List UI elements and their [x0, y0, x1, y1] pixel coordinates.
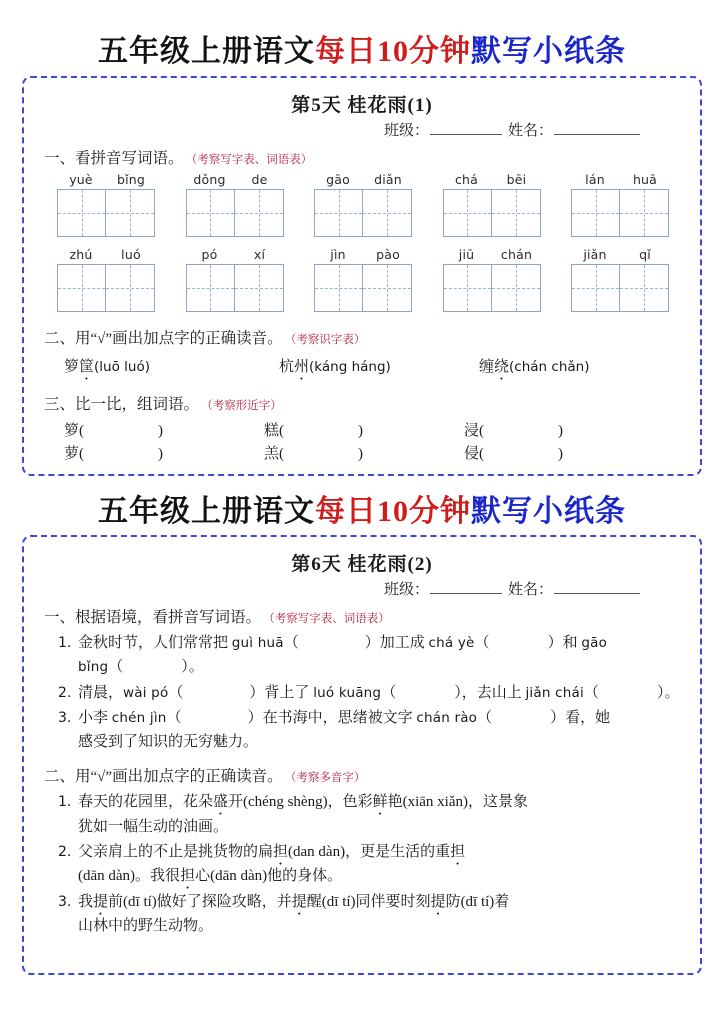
pinyin-syllable-1: jìn — [330, 247, 346, 262]
sentence-part: 我 — [78, 893, 94, 910]
pinyin-syllable-1: dǒng — [193, 172, 226, 187]
sentence-part: 清晨， — [78, 684, 124, 701]
paren-open: （ — [477, 709, 493, 726]
pinyin-syllable-2: diǎn — [374, 172, 402, 187]
student-info-row-day6 — [38, 578, 686, 599]
sentence-part: ）看，她 — [550, 709, 611, 726]
sentence-part[interactable]: 艳(xiān xiǎn)，这景象 — [387, 794, 529, 811]
dotted-char: 担 — [450, 844, 466, 861]
tianzige-pair[interactable] — [571, 264, 669, 312]
tianzige-box[interactable] — [187, 190, 235, 236]
worksheet-card-day5 — [22, 76, 702, 476]
paren-open: （ — [166, 709, 182, 726]
tianzige-box[interactable] — [363, 265, 411, 311]
paren-close: ）。 — [656, 684, 680, 701]
pinyin-inline: bǐng — [78, 659, 109, 676]
item-number: 2. — [58, 844, 72, 861]
pinyin-pair — [570, 247, 670, 262]
banner-title-2 — [0, 476, 724, 535]
tianzige-box[interactable] — [620, 265, 668, 311]
item-text — [78, 840, 686, 889]
section-note-day6-2: （考察多音字） — [290, 772, 366, 785]
item-text-line2 — [78, 864, 686, 888]
compare-char: 糕 — [264, 423, 280, 439]
paren-close: ) — [158, 423, 164, 439]
paren-open: ( — [479, 423, 485, 439]
compare-cell[interactable] — [464, 443, 664, 466]
paren-close: ) — [558, 446, 564, 463]
list-item — [58, 840, 686, 889]
pinyin-syllable-2: xí — [253, 247, 266, 262]
list-item — [58, 890, 686, 939]
compare-cell[interactable] — [464, 420, 664, 443]
pinyin-inline: chá yè — [428, 635, 475, 651]
paren-open: （ — [283, 635, 299, 651]
compare-char: 浸 — [464, 423, 480, 439]
pinyin-syllable-2: luó — [121, 247, 141, 262]
name-label-day5: 姓名： — [507, 123, 553, 139]
banner-blue-segment: 默写小纸条 — [471, 35, 626, 68]
paren-open: （ — [108, 659, 124, 676]
tianzige-box[interactable] — [492, 190, 540, 236]
pinyin-syllable-1: lán — [585, 172, 605, 187]
paren-close: ) — [558, 423, 564, 439]
pinyin-pair — [185, 172, 285, 187]
checkmark-symbol: “√” — [90, 769, 113, 786]
tianzige-pair[interactable] — [186, 189, 284, 237]
word-cell[interactable] — [56, 172, 156, 237]
choice-item[interactable] — [479, 355, 589, 376]
compare-row — [64, 420, 686, 443]
tianzige-box[interactable] — [58, 190, 106, 236]
tianzige-box[interactable] — [620, 190, 668, 236]
tianzige-box[interactable] — [58, 265, 106, 311]
banner-title-1 — [0, 0, 724, 76]
word-cell[interactable] — [313, 247, 413, 312]
tianzige-box[interactable] — [315, 190, 363, 236]
word-cell[interactable] — [56, 247, 156, 312]
compare-cell[interactable] — [64, 443, 264, 466]
section-heading-day5-2-prefix: 二、用 — [44, 330, 91, 347]
section-note-day5-2: （考察识字表） — [290, 334, 366, 346]
pinyin-pair — [56, 172, 156, 187]
pinyin-syllable-2: huā — [632, 172, 658, 187]
item-text — [78, 790, 686, 839]
pinyin-inline: jiǎn chái — [525, 684, 584, 701]
tianzige-pair[interactable] — [57, 264, 155, 312]
item-number: 2. — [58, 684, 72, 701]
pinyin-syllable-1: zhú — [69, 247, 93, 262]
tianzige-box[interactable] — [187, 265, 235, 311]
class-label-day6: 班级： — [383, 582, 429, 598]
sentence-part[interactable]: 前(dī tí)做好了探险攻略，并 — [108, 893, 292, 910]
pinyin-inline: guì huā — [231, 635, 284, 651]
paren-open: （ — [583, 684, 599, 701]
choice-word-head: 箩 — [64, 359, 80, 375]
section-note-day5-1: （考察写字表、词语表） — [191, 154, 313, 166]
item-number: 3. — [58, 709, 72, 726]
sentence-part[interactable]: (dān dàn)。我很 — [78, 868, 181, 885]
paren-open: ( — [79, 446, 85, 463]
compare-char: 羔 — [264, 446, 280, 463]
item-text-line2 — [78, 655, 686, 679]
checkmark-symbol: “√” — [90, 331, 113, 347]
sentence-part[interactable]: 开(chéng shèng)，色彩 — [228, 794, 373, 811]
banner-red-segment: 每日10分钟 — [315, 495, 471, 528]
pinyin-grid-row-1 — [38, 172, 686, 237]
dotted-char: 提 — [93, 893, 109, 910]
compare-char: 侵 — [464, 446, 480, 463]
compare-char: 萝 — [64, 446, 80, 463]
item-number: 3. — [58, 893, 72, 910]
word-cell[interactable] — [313, 172, 413, 237]
item-text — [78, 681, 686, 705]
compare-char: 箩 — [64, 423, 80, 439]
section-heading-day5-2 — [38, 326, 686, 348]
sentence-part: 感受到了知识的无穷魅力。 — [78, 734, 259, 751]
pinyin-syllable-2: chán — [500, 247, 533, 262]
paren-open: ( — [79, 423, 85, 439]
choice-pinyin-options[interactable]: (chán chǎn) — [509, 359, 590, 375]
item-number: 1. — [58, 635, 72, 651]
dotted-char: 提 — [291, 893, 307, 910]
sentence-part: 山林中的野生动物。 — [78, 917, 214, 934]
tianzige-pair[interactable] — [571, 189, 669, 237]
pinyin-syllable-1: jiū — [458, 247, 475, 262]
name-blank-day5[interactable] — [554, 120, 640, 135]
tianzige-box[interactable] — [363, 190, 411, 236]
tianzige-pair[interactable] — [314, 189, 412, 237]
section-note-day6-1: （考察写字表、词语表） — [269, 613, 390, 625]
choice-word-head: 缠 — [479, 359, 495, 375]
section-heading-day6-2 — [38, 764, 686, 786]
name-label-day6: 姓名： — [507, 582, 553, 598]
section-heading-day6-2-suffix: 画出加点字的正确读音。 — [112, 768, 283, 786]
word-cell[interactable] — [185, 247, 285, 312]
word-cell[interactable] — [442, 247, 542, 312]
tianzige-box[interactable] — [315, 265, 363, 311]
class-blank-day6[interactable] — [430, 579, 502, 594]
paren-open: （ — [474, 635, 490, 651]
tianzige-box[interactable] — [444, 265, 492, 311]
item-text — [78, 631, 686, 680]
list-item — [58, 681, 686, 705]
tianzige-box[interactable] — [492, 265, 540, 311]
polyphone-question-list — [38, 790, 686, 938]
tianzige-box[interactable] — [235, 190, 283, 236]
paren-close: ) — [158, 446, 164, 463]
tianzige-box[interactable] — [444, 190, 492, 236]
pinyin-syllable-1: chá — [454, 172, 479, 187]
student-info-row-day5 — [38, 119, 686, 140]
dotted-char: 提 — [430, 893, 446, 910]
sentence-part[interactable]: (dan dàn)，更是生活的重 — [288, 844, 451, 861]
worksheet-card-day6 — [22, 535, 702, 975]
name-blank-day6[interactable] — [554, 579, 640, 594]
tianzige-pair[interactable] — [443, 264, 541, 312]
sentence-part[interactable]: 心(dān dàn)他的身体。 — [195, 868, 343, 885]
section-note-day5-3: （考察形近字） — [207, 400, 282, 412]
list-item — [58, 790, 686, 839]
choice-pinyin-options[interactable]: (káng háng) — [309, 359, 391, 375]
pinyin-syllable-1: pó — [201, 247, 218, 262]
sentence-part: 春天的花园里，花朵 — [78, 794, 214, 811]
section-heading-day5-3-text: 三、比一比，组词语。 — [44, 396, 200, 413]
pinyin-inline: luó kuāng — [313, 684, 382, 701]
choice-word-head: 杭 — [279, 359, 295, 375]
word-cell[interactable] — [570, 172, 670, 237]
pinyin-pair — [56, 247, 156, 262]
section-heading-day5-1-text: 一、看拼音写词语。 — [44, 150, 184, 167]
pinyin-syllable-1: jiǎn — [583, 247, 607, 262]
pinyin-syllable-2: de — [251, 172, 268, 187]
tianzige-pair[interactable] — [443, 189, 541, 237]
choice-pinyin-options[interactable]: (luō luó) — [94, 359, 150, 375]
sentence-part: ）在书海中，思绪被文字 — [247, 709, 417, 726]
word-cell[interactable] — [570, 247, 670, 312]
sentence-part[interactable]: 醒(dī tí)同伴要时刻 — [306, 893, 431, 910]
sentence-part: 金秋时节，人们常常把 — [78, 635, 232, 651]
pronunciation-choice-row-day5 — [38, 355, 686, 376]
compare-cell[interactable] — [264, 420, 464, 443]
compare-row — [64, 443, 686, 466]
sheet-title-day6: 第6天 桂花雨(2) — [291, 554, 433, 575]
pinyin-pair — [442, 172, 542, 187]
dotted-char: 担 — [180, 868, 196, 885]
banner-black-segment: 五年级上册语文 — [98, 35, 315, 68]
list-item — [58, 631, 686, 680]
sheet-title-day5: 第5天 桂花雨(1) — [291, 95, 433, 116]
section-heading-day5-2-suffix: 画出加点字的正确读音。 — [112, 330, 283, 347]
pinyin-inline: chán rào — [416, 709, 478, 726]
sentence-part: ）背上了 — [249, 684, 314, 701]
pinyin-inline: chén jìn — [111, 709, 167, 726]
pinyin-syllable-2: qǐ — [639, 247, 651, 262]
section-heading-day5-3 — [38, 392, 686, 414]
list-item — [58, 706, 686, 755]
paren-open: （ — [381, 684, 397, 701]
tianzige-box[interactable] — [572, 265, 620, 311]
tianzige-box[interactable] — [572, 190, 620, 236]
compare-words-block — [38, 420, 686, 467]
section-heading-day6-1 — [38, 605, 686, 627]
choice-item[interactable] — [64, 355, 279, 376]
item-text-line2 — [78, 914, 686, 938]
paren-open: ( — [279, 446, 285, 463]
pinyin-syllable-1: gāo — [326, 172, 350, 187]
tianzige-box[interactable] — [106, 265, 154, 311]
paren-close: ) — [358, 423, 364, 439]
pinyin-pair — [185, 247, 285, 262]
choice-word-dotted: 州 — [294, 359, 310, 375]
word-cell[interactable] — [185, 172, 285, 237]
sentence-part: 父亲肩上的不止是挑货物的扁 — [78, 844, 274, 861]
sentence-part: ），去山上 — [454, 684, 526, 701]
sentence-part: 犹如一幅生动的油画。 — [78, 818, 229, 835]
tianzige-pair[interactable] — [314, 264, 412, 312]
item-text-line2 — [78, 730, 686, 754]
sentence-part[interactable]: 防(dī tí)着 — [445, 893, 510, 910]
pinyin-inline: wài pó — [123, 684, 169, 701]
sentence-part: ）加工成 — [364, 635, 429, 651]
dotted-char: 担 — [273, 844, 289, 861]
context-pinyin-question-list — [38, 631, 686, 754]
section-heading-day6-2-prefix: 二、用 — [44, 768, 91, 786]
choice-word-dotted: 绕 — [494, 359, 510, 375]
banner-red-segment: 每日10分钟 — [315, 35, 471, 68]
item-text — [78, 706, 686, 755]
section-heading-day5-1 — [38, 146, 686, 168]
word-cell[interactable] — [442, 172, 542, 237]
paren-close: ）。 — [181, 659, 204, 676]
choice-item[interactable] — [279, 355, 479, 376]
tianzige-pair[interactable] — [186, 264, 284, 312]
paren-close: ) — [358, 446, 364, 463]
item-number: 1. — [58, 794, 72, 811]
section-heading-day6-1-text: 一、根据语境，看拼音写词语。 — [44, 609, 262, 626]
class-label-day5: 班级： — [383, 123, 429, 139]
banner-black-segment: 五年级上册语文 — [98, 495, 315, 528]
choice-word-dotted: 筐 — [79, 359, 95, 375]
sentence-part: 小李 — [78, 709, 112, 726]
tianzige-box[interactable] — [106, 190, 154, 236]
pinyin-syllable-2: bēi — [506, 172, 527, 187]
pinyin-pair — [570, 172, 670, 187]
banner-blue-segment: 默写小纸条 — [471, 495, 626, 528]
pinyin-grid-row-2 — [38, 247, 686, 312]
dotted-char: 盛 — [213, 794, 229, 811]
pinyin-pair — [313, 172, 413, 187]
sentence-part: ）和 — [547, 635, 582, 651]
tianzige-pair[interactable] — [57, 189, 155, 237]
pinyin-pair — [442, 247, 542, 262]
paren-open: ( — [279, 423, 285, 439]
compare-cell[interactable] — [64, 420, 264, 443]
paren-open: ( — [479, 446, 485, 463]
class-blank-day5[interactable] — [430, 120, 502, 135]
pinyin-syllable-2: bǐng — [116, 172, 146, 187]
pinyin-syllable-2: pào — [376, 247, 400, 262]
tianzige-box[interactable] — [235, 265, 283, 311]
pinyin-pair — [313, 247, 413, 262]
paren-open: （ — [168, 684, 184, 701]
dotted-char: 鲜 — [372, 794, 388, 811]
item-text — [78, 890, 686, 939]
pinyin-syllable-1: yuè — [69, 172, 93, 187]
compare-cell[interactable] — [264, 443, 464, 466]
pinyin-inline: gāo — [581, 635, 608, 651]
